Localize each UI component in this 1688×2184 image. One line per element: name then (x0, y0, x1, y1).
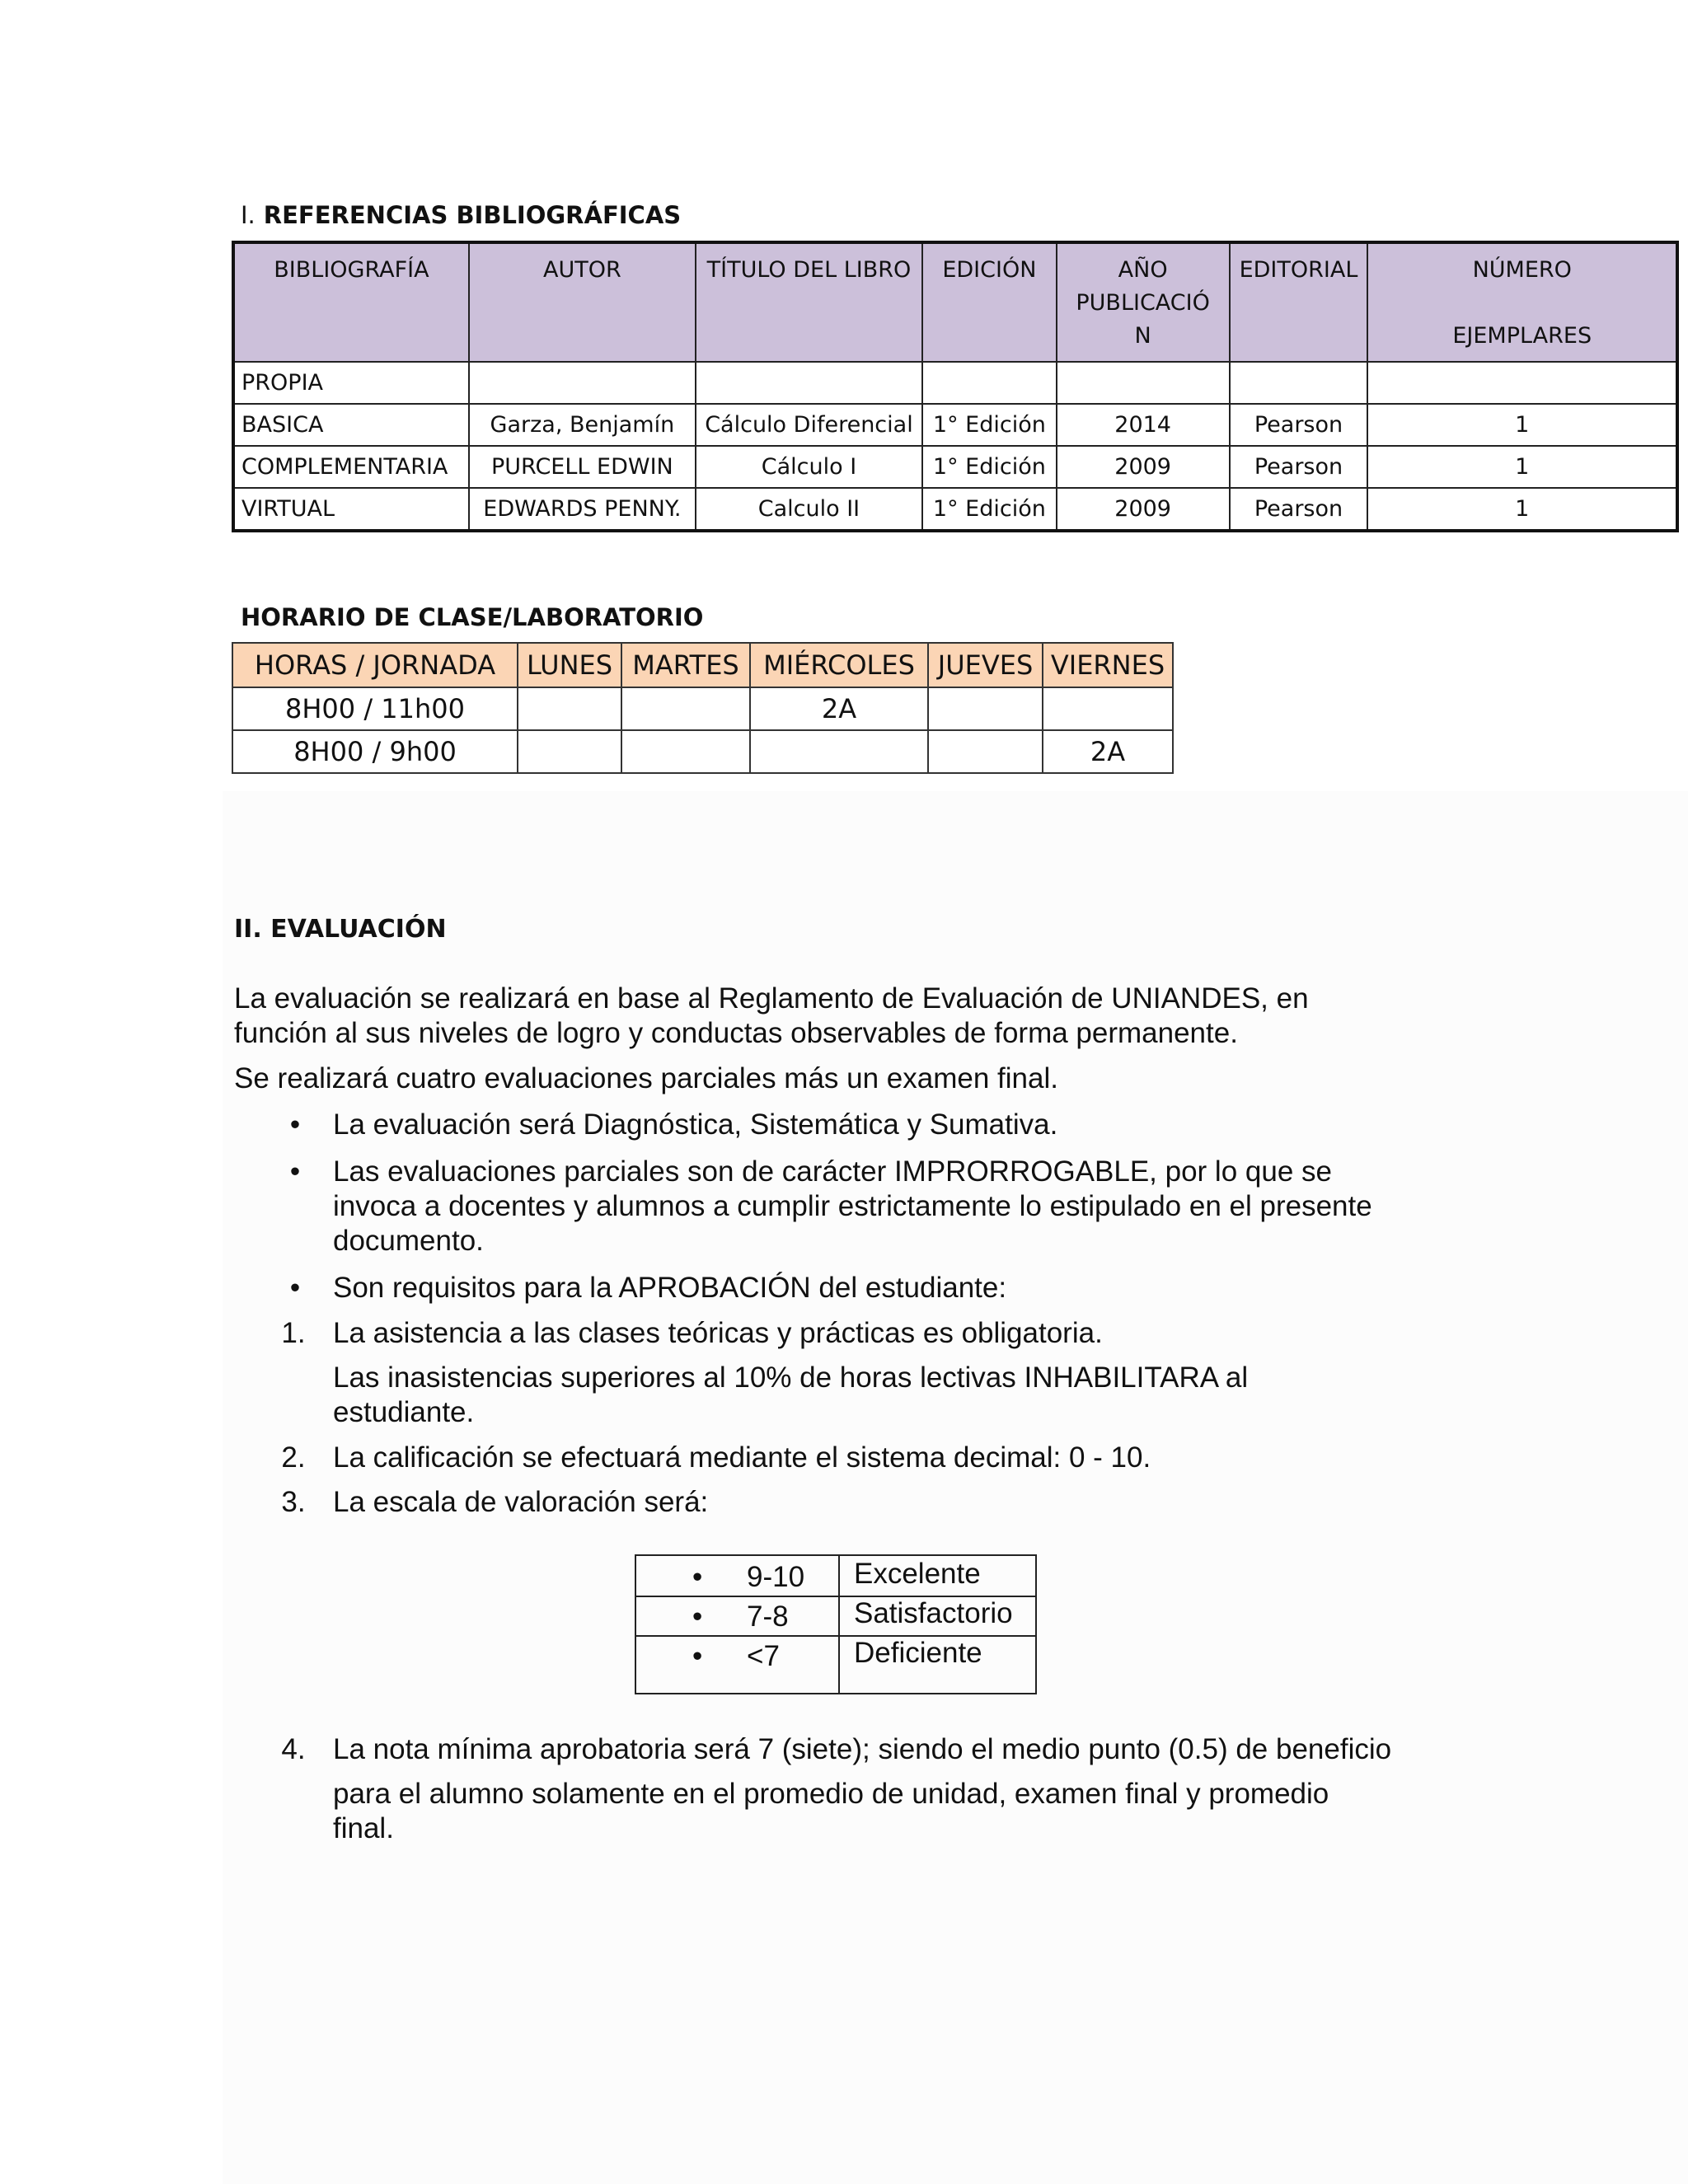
item-text: La escala de valoración será: (333, 1486, 709, 1518)
item-text (333, 1361, 1470, 1430)
header-editorial: EDITORIAL (1230, 242, 1368, 362)
scale-bullet: • (692, 1561, 703, 1593)
schedule-header-miercoles: MIÉRCOLES (750, 643, 928, 687)
bullet-text: Son requisitos para la APROBACIÓN del estudiante: (333, 1272, 1007, 1304)
cell-anio (1057, 362, 1230, 404)
item-line: La nota mínima aprobatoria será 7 (siete); siendo el medio punto (0.5) de beneficio (333, 1733, 1392, 1765)
item-number: 1. (281, 1317, 306, 1349)
table-row (233, 404, 1677, 446)
schedule-header-martes: MARTES (621, 643, 750, 687)
header-anio-line-1: AÑO (1118, 257, 1168, 283)
scale-label: Satisfactorio (854, 1597, 1013, 1629)
item-number: 4. (281, 1733, 306, 1765)
cell-edicion (922, 362, 1057, 404)
scale-bullet: • (692, 1640, 703, 1672)
schedule-cell (621, 730, 750, 773)
table-row (233, 488, 1677, 531)
schedule-cell: 2A (1043, 730, 1173, 773)
bullet-line: documento. (333, 1225, 484, 1257)
section-number: I. (241, 201, 256, 229)
cell-categoria: BASICA (233, 404, 469, 446)
cell-titulo: Calculo II (696, 488, 922, 531)
scale-row (636, 1635, 1035, 1675)
header-autor: AUTOR (469, 242, 696, 362)
item-number: 3. (281, 1486, 306, 1518)
cell-autor (469, 362, 696, 404)
scale-label: Excelente (854, 1558, 981, 1590)
schedule-header-jueves: JUEVES (928, 643, 1043, 687)
cell-autor: PURCELL EDWIN (469, 446, 696, 488)
item-number: 2. (281, 1441, 306, 1474)
bullet-text (333, 1155, 1470, 1258)
header-anio (1057, 242, 1230, 362)
cell-categoria: COMPLEMENTARIA (233, 446, 469, 488)
cell-ejemplares (1367, 362, 1677, 404)
section-title-evaluacion: II. EVALUACIÓN (234, 915, 447, 944)
bibliography-header-row (233, 242, 1677, 362)
scale-row (636, 1556, 1035, 1596)
cell-edicion: 1° Edición (922, 488, 1057, 531)
cell-autor: Garza, Benjamín (469, 404, 696, 446)
cell-titulo: Cálculo I (696, 446, 922, 488)
intro-paragraph (234, 982, 1470, 1051)
item-text (333, 1732, 1470, 1846)
table-row (233, 446, 1677, 488)
scale-range: 7-8 (747, 1601, 789, 1633)
cell-categoria: VIRTUAL (233, 488, 469, 531)
schedule-cell (518, 687, 621, 730)
schedule-cell (928, 687, 1043, 730)
item-text: La asistencia a las clases teóricas y prácticas es obligatoria. (333, 1317, 1103, 1349)
cell-edicion: 1° Edición (922, 446, 1057, 488)
bullet-text: La evaluación será Diagnóstica, Sistemática y Sumativa. (333, 1108, 1058, 1141)
cell-titulo: Cálculo Diferencial (696, 404, 922, 446)
bullet-marker: • (289, 1108, 301, 1141)
item-text: La calificación se efectuará mediante el sistema decimal: 0 - 10. (333, 1441, 1151, 1474)
cell-titulo (696, 362, 922, 404)
header-titulo: TÍTULO DEL LIBRO (696, 242, 922, 362)
section-title-referencias (241, 201, 681, 229)
cell-anio: 2009 (1057, 488, 1230, 531)
schedule-cell (1043, 687, 1173, 730)
bullet-marker: • (289, 1155, 301, 1188)
table-row (232, 730, 1173, 773)
schedule-cell (750, 730, 928, 773)
cell-ejemplares: 1 (1367, 488, 1677, 531)
header-bibliografia: BIBLIOGRAFÍA (233, 242, 469, 362)
cell-anio: 2009 (1057, 446, 1230, 488)
item-line: final. (333, 1812, 394, 1844)
schedule-header-lunes: LUNES (518, 643, 621, 687)
table-row (233, 362, 1677, 404)
cell-autor: EDWARDS PENNY. (469, 488, 696, 531)
schedule-cell (621, 687, 750, 730)
scale-range: <7 (747, 1640, 780, 1672)
cell-editorial: Pearson (1230, 488, 1368, 531)
header-numero (1367, 242, 1677, 362)
scale-label: Deficiente (854, 1637, 982, 1669)
schedule-header-row (232, 643, 1173, 687)
table-row (232, 687, 1173, 730)
scale-bullet: • (692, 1601, 703, 1633)
intro-line-1: La evaluación se realizará en base al Reglamento de Evaluación de UNIANDES, en (234, 982, 1309, 1015)
cell-ejemplares: 1 (1367, 404, 1677, 446)
header-anio-line-3: N (1134, 323, 1151, 349)
bullet-line: Las evaluaciones parciales son de carácter IMPRORROGABLE, por lo que se (333, 1155, 1332, 1188)
bibliography-table (232, 241, 1679, 532)
item-line: para el alumno solamente en el promedio de unidad, examen final y promedio (333, 1778, 1329, 1810)
schedule-header-horas: HORAS / JORNADA (232, 643, 518, 687)
item-line: estudiante. (333, 1396, 475, 1428)
schedule-table (232, 642, 1174, 774)
section-title-text: REFERENCIAS BIBLIOGRÁFICAS (263, 201, 682, 229)
header-anio-line-2: PUBLICACIÓ (1076, 290, 1210, 316)
cell-anio: 2014 (1057, 404, 1230, 446)
grading-scale-table (635, 1554, 1037, 1694)
header-numero-line-1: NÚMERO (1472, 257, 1572, 283)
cell-editorial (1230, 362, 1368, 404)
cell-editorial: Pearson (1230, 446, 1368, 488)
bullet-line: invoca a docentes y alumnos a cumplir estrictamente lo estipulado en el presente (333, 1190, 1372, 1222)
schedule-cell (928, 730, 1043, 773)
schedule-title: HORARIO DE CLASE/LABORATORIO (241, 603, 704, 631)
scale-row (636, 1596, 1035, 1635)
schedule-cell-horas: 8H00 / 9h00 (232, 730, 518, 773)
schedule-header-viernes: VIERNES (1043, 643, 1173, 687)
schedule-cell-horas: 8H00 / 11h00 (232, 687, 518, 730)
header-numero-line-2: EJEMPLARES (1452, 323, 1592, 349)
bullet-marker: • (289, 1272, 301, 1304)
cell-ejemplares: 1 (1367, 446, 1677, 488)
schedule-cell: 2A (750, 687, 928, 730)
header-edicion: EDICIÓN (922, 242, 1057, 362)
intro-line-2: función al sus niveles de logro y conductas observables de forma permanente. (234, 1017, 1238, 1049)
item-line: Las inasistencias superiores al 10% de horas lectivas INHABILITARA al (333, 1361, 1249, 1394)
schedule-cell (518, 730, 621, 773)
cell-editorial: Pearson (1230, 404, 1368, 446)
scale-range: 9-10 (747, 1561, 805, 1593)
cell-edicion: 1° Edición (922, 404, 1057, 446)
cell-categoria: PROPIA (233, 362, 469, 404)
intro-paragraph-2: Se realizará cuatro evaluaciones parciales más un examen final. (234, 1062, 1058, 1094)
